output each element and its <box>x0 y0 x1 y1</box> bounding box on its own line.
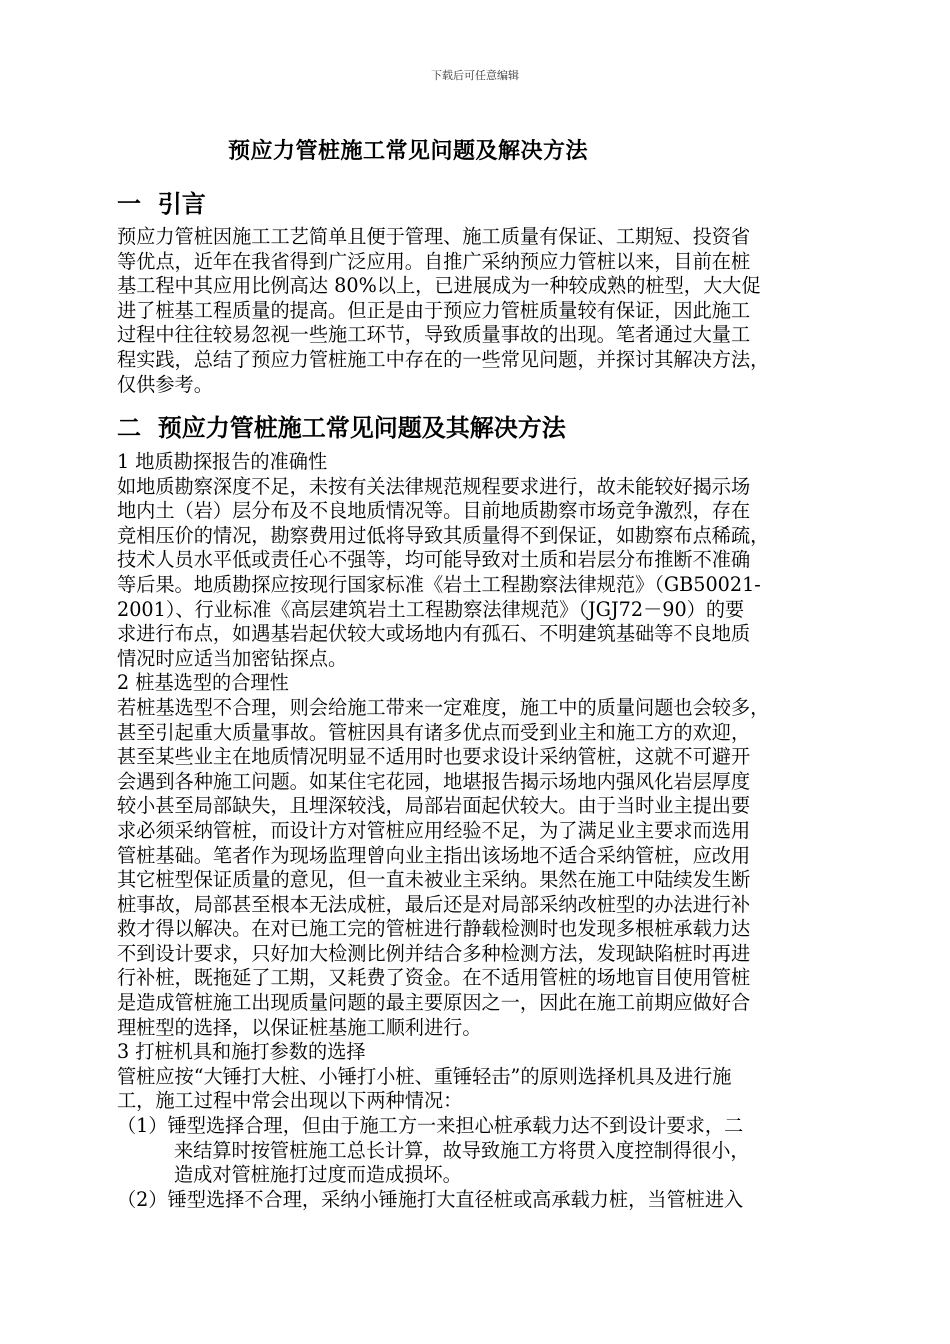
section-heading-problems: 二 预应力管桩施工常见问题及其解决方法 <box>117 413 566 442</box>
subsection-heading-pile-type: 2 桩基选型的合理性 <box>117 671 289 695</box>
text-line: 不到设计要求，只好加大检测比例并结合多种检测方法，发现缺陷桩时再进 <box>117 941 751 965</box>
text-line: 情况时应适当加密钻探点。 <box>117 646 348 670</box>
intro-paragraph <box>117 225 877 397</box>
text-line: 会遇到各种施工问题。如某住宅花园，地堪报告揭示场地内强风化岩层厚度 <box>117 769 751 793</box>
text-line: 管桩基础。笔者作为现场监理曾向业主指出该场地不适合采纳管桩，应改用 <box>117 843 751 867</box>
header-note: 下载后可任意编辑 <box>431 69 519 82</box>
text-line: 较小甚至局部缺失，且埋深较浅，局部岩面起伏较大。由于当时业主提出要 <box>117 794 751 818</box>
text-line: 预应力管桩因施工工艺简单且便于管理、施工质量有保证、工期短、投资省 <box>117 225 751 248</box>
section-heading-intro: 一 引言 <box>117 189 206 218</box>
text-line: 过程中往往较易忽视一些施工环节，导致质量事故的出现。笔者通过大量工 <box>117 323 751 347</box>
text-line: 竞相压价的情况，勘察费用过低将导致其质量得不到保证，如勘察布点稀疏， <box>117 523 770 547</box>
list-item-1-continuation: 来结算时按管桩施工总长计算，故导致施工方将贯入度控制得很小， <box>174 1138 750 1162</box>
text-line: 若桩基选型不合理，则会给施工带来一定难度，施工中的质量问题也会较多， <box>117 695 770 719</box>
list-item-1: （1）锤型选择合理，但由于施工方一来担心桩承载力达不到设计要求，二 <box>117 1114 744 1138</box>
subsection-heading-geology: 1 地质勘探报告的准确性 <box>117 450 328 473</box>
text-line: 技术人员水平低或责任心不强等，均可能导致对土质和岩层分布推断不准确 <box>117 548 751 572</box>
text-line: 仅供参考。 <box>117 372 213 396</box>
problems-body <box>117 450 877 1212</box>
text-line: 进了桩基工程质量的提高。但正是由于预应力管桩质量较有保证，因此施工 <box>117 298 751 322</box>
text-line: 等优点，近年在我省得到广泛应用。自推广采纳预应力管桩以来，目前在桩 <box>117 249 751 273</box>
text-line: 桩事故，局部甚至根本无法成桩，最后还是对局部采纳改桩型的办法进行补 <box>117 892 751 916</box>
text-line: 理桩型的选择，以保证桩基施工顺利进行。 <box>117 1015 482 1039</box>
text-line: 如地质勘察深度不足，未按有关法律规范规程要求进行，故未能较好揭示场 <box>117 474 751 498</box>
text-line: 救才得以解决。在对已施工完的管桩进行静载检测时也发现多根桩承载力达 <box>117 917 751 941</box>
text-line: 等后果。地质勘探应按现行国家标准《岩土工程勘察法律规范》（GB50021- <box>117 572 761 596</box>
list-item-1-continuation: 造成对管桩施打过度而造成损坏。 <box>174 1163 462 1187</box>
text-line: 地内土（岩）层分布及不良地质情况等。目前地质勘察市场竞争激烈，存在 <box>117 499 751 523</box>
text-line: 是造成管桩施工出现质量问题的最主要原因之一，因此在施工前期应做好合 <box>117 991 751 1015</box>
text-line: 甚至引起重大质量事故。管桩因具有诸多优点而受到业主和施工方的欢迎， <box>117 720 751 744</box>
text-line: 甚至某些业主在地质情况明显不适用时也要求设计采纳管桩，这就不可避开 <box>117 745 751 769</box>
document-title: 预应力管桩施工常见问题及解决方法 <box>228 138 589 164</box>
text-line: 工，施工过程中常会出现以下两种情况： <box>117 1089 463 1113</box>
list-item-2: （2）锤型选择不合理，采纳小锤施打大直径桩或高承载力桩，当管桩进入 <box>117 1187 744 1211</box>
text-line: 基工程中其应用比例高达 80%以上，已进展成为一种较成熟的桩型，大大促 <box>117 274 761 298</box>
text-line: 求必须采纳管桩，而设计方对管桩应用经验不足，为了满足业主要求而选用 <box>117 818 751 842</box>
subsection-heading-equipment: 3 打桩机具和施打参数的选择 <box>117 1040 366 1064</box>
text-line: 其它桩型保证质量的意见，但一直未被业主采纳。果然在施工中陆续发生断 <box>117 868 751 892</box>
text-line: 求进行布点，如遇基岩起伏较大或场地内有孤石、不明建筑基础等不良地质 <box>117 622 751 646</box>
text-line: 行补桩，既拖延了工期，又耗费了资金。在不适用管桩的场地盲目使用管桩 <box>117 966 751 990</box>
text-line: 程实践，总结了预应力管桩施工中存在的一些常见问题，并探讨其解决方法， <box>117 347 770 371</box>
text-line: 2001）、行业标准《高层建筑岩土工程勘察法律规范》（JGJ72－90）的要 <box>117 597 745 621</box>
text-line: 管桩应按“大锤打大桩、小锤打小桩、重锤轻击”的原则选择机具及进行施 <box>117 1064 732 1088</box>
